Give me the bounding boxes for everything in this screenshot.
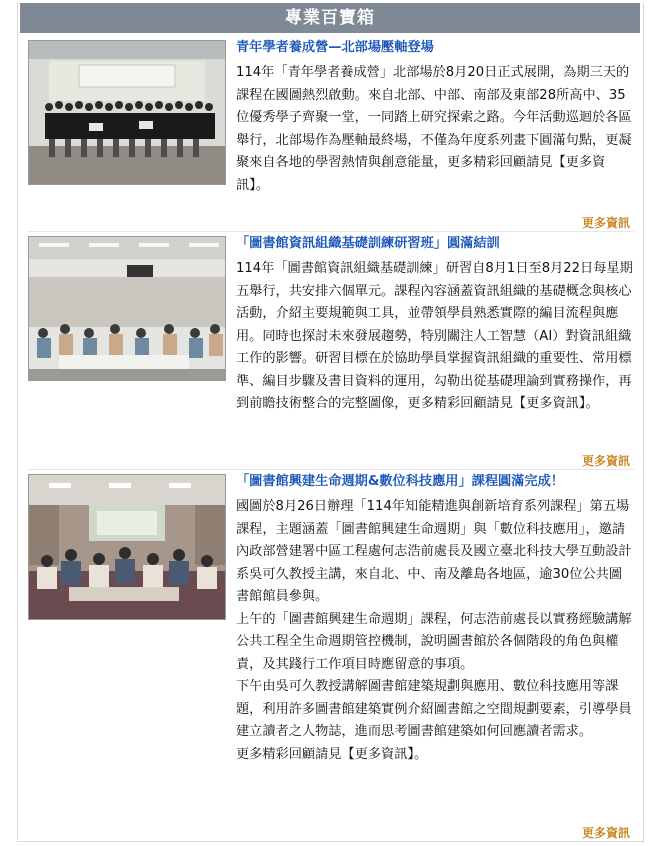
more-info-link[interactable]: 更多資訊	[581, 216, 630, 230]
article-paragraph: 更多精彩回顧請見【更多資訊】。	[236, 746, 428, 762]
more-info-link[interactable]: 更多資訊	[581, 826, 630, 840]
article-paragraph: 114年「圖書館資訊組織基礎訓練」研習自8月1日至8月22日每星期五舉行，共安排六個單元。課程內容涵蓋資訊組織的基礎概念與核心活動，介紹主要規範與工具，並帶領學員熟悉實際的編目流程與應用。同時也探討未來發展趨勢，特別關注人工智慧（AI）對資訊組織工作的影響。研習目標在於協助學員掌握資訊組織的重要性、常用標準、編目步驟及書目資料的運用，勾勒出從基礎理論到實務操作，再到前瞻技術整合的完整圖像，更多精彩回顧請見【更多資訊】。	[236, 261, 633, 411]
article-text	[236, 38, 634, 197]
article-text	[236, 234, 634, 416]
article-paragraph: 上午的「圖書館興建生命週期」課程，何志浩前處長以實務經驗講解公共工程全生命週期管控機制，說明圖書館於各個階段的角色與權責，及其踐行工作項目時應留意的事項。	[236, 611, 632, 672]
article-photo-classroom[interactable]	[28, 236, 226, 381]
article-body	[236, 496, 634, 766]
article-text	[236, 472, 634, 766]
article-photo-group[interactable]	[28, 40, 226, 185]
divider	[28, 231, 634, 232]
article-body	[236, 62, 634, 197]
article-paragraph: 下午由吳可久教授講解圖書館建築規劃與應用、數位科技應用等課題，利用許多圖書館建築實例介紹圖書館之空間規劃要素，引導學員建立讀者之人物誌，進而思考圖書館建築如何回應讀者需求。	[236, 679, 632, 739]
divider	[28, 469, 634, 470]
section-header: 專業百寶箱	[20, 3, 640, 33]
article-paragraph: 國圖於8月26日辦理「114年知能精進與創新培育系列課程」第五場課程，主題涵蓋「圖書館興建生命週期」與「數位科技應用」，邀請內政部營建署中區工程處何志浩前處長及國立臺北科技大學互動設計系吳可久教授主講，來自北、中、南及離島各地區，逾30位公共圖書館館員參與。	[236, 499, 632, 604]
article-title-link[interactable]: 「圖書館資訊組織基礎訓練研習班」圓滿結訓	[236, 236, 500, 251]
article-photo-workshop[interactable]	[28, 474, 226, 620]
article-title-link[interactable]: 青年學者養成營—北部場壓軸登場	[236, 40, 434, 55]
more-info-link[interactable]: 更多資訊	[581, 454, 630, 468]
article-body	[236, 258, 634, 416]
article-title-link[interactable]: 「圖書館興建生命週期&數位科技應用」課程圓滿完成！	[236, 474, 564, 489]
article-paragraph: 114年「青年學者養成營」北部場於8月20日正式展開，為期三天的課程在國圖熱烈啟動。來自北部、中部、南部及東部28所高中、35位優秀學子齊聚一堂，一同踏上研究探索之路。今年活動巡迴於各區舉行，北部場作為壓軸最終場，不僅為年度系列畫下圓滿句點，更凝聚來自各地的學習熱情與創意能量，更多精彩回顧請見【更多資訊】。	[236, 65, 632, 193]
